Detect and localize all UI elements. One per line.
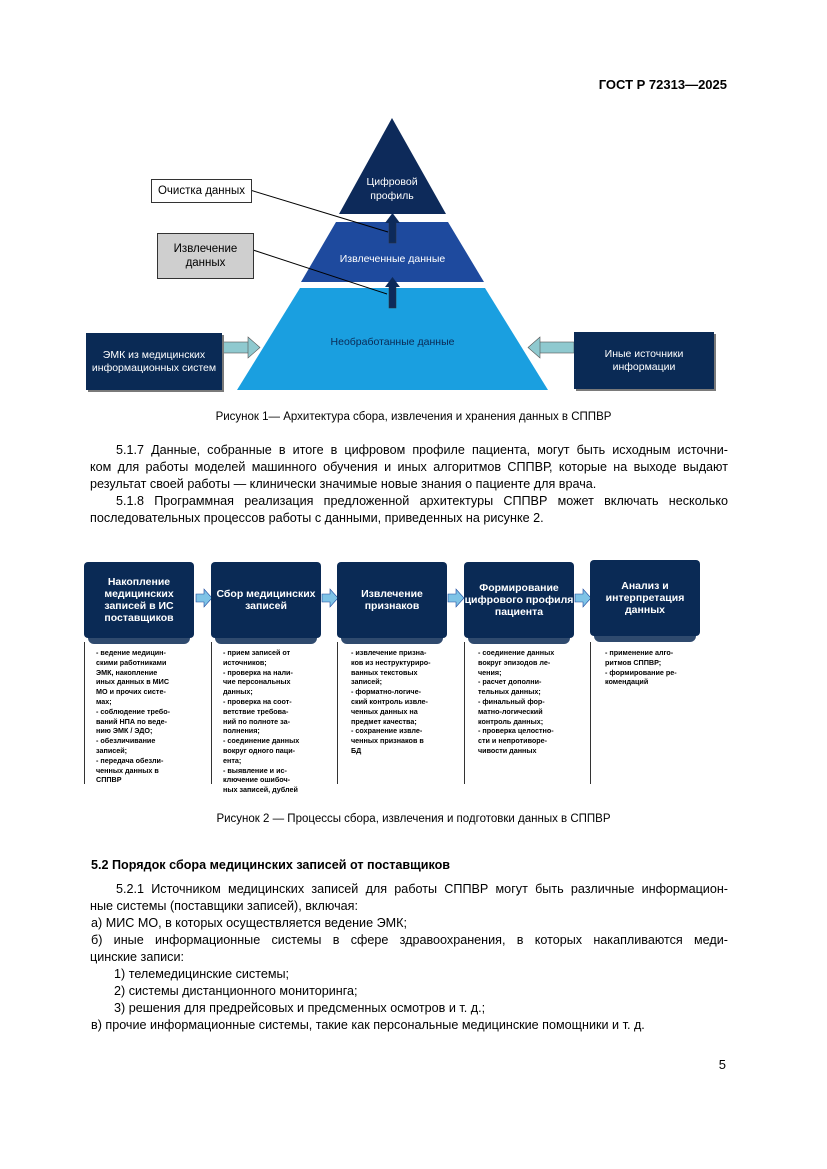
- emk-source-box: ЭМК из медицинских информационных систем: [86, 333, 222, 390]
- paragraph-5-1-7-line-2: ком для работы моделей машинного обучения и иных алгоритмов СППВР, которые на выходе выдают: [90, 460, 728, 474]
- stage-3-box: [337, 562, 447, 638]
- data-cleanup-box: Очистка данных: [151, 179, 252, 203]
- stage-5-title: Анализ и интерпретация данных: [605, 580, 685, 616]
- stage-5-divider: [590, 642, 591, 784]
- stage-4-title: Формирование цифрового профиля пациента: [464, 582, 574, 618]
- stage-3-details: - извлечение призна- ков из неструктуриро- ванных текстовых записей; - форматно-логиче- ский контроль извле- ченных данных на предмет качества; - сохранение извле- ченных признаков в БД: [351, 648, 431, 755]
- list-item-b-line-2: цинские записи:: [90, 950, 185, 964]
- list-item-v: в) прочие информационные системы, такие как персональные медицинские помощники и т. д.: [91, 1018, 645, 1032]
- stage-2-title: Сбор медицинских записей: [216, 588, 316, 612]
- other-sources-box: Иные источники информации: [574, 332, 714, 389]
- stage-1-title: Накопление медицинских записей в ИС поставщиков: [104, 576, 174, 624]
- pyramid-middle-label: Извлеченные данные: [339, 253, 446, 265]
- stage-1-divider: [84, 642, 85, 784]
- stage-3-title: Извлечение признаков: [361, 588, 423, 612]
- figure-2-caption: Рисунок 2 — Процессы сбора, извлечения и подготовки данных в СППВР: [216, 813, 611, 825]
- flow-arrow-4-5: [575, 589, 591, 607]
- stage-4-details: - соединение данных вокруг эпизодов ле- чения; - расчет дополни- тельных данных; - финальный фор- матно-логический контроль данных; - проверка целостно- сти и непротиворе- чивости данных: [478, 648, 555, 755]
- pyramid-top-label: Цифровой профиль: [366, 176, 418, 202]
- flow-arrow-3-4: [448, 589, 464, 607]
- paragraph-5-1-7-line-1: 5.1.7 Данные, собранные в итоге в цифровом профиле пациента, могут быть исходным источни-: [116, 443, 728, 457]
- page-number: 5: [718, 1057, 726, 1072]
- data-extraction-box: Извлечение данных: [157, 233, 254, 279]
- stage-3-divider: [337, 642, 338, 784]
- list-item-b-line-1: б) иные информационные системы в сфере здравоохранения, в которых накапливаются меди-: [91, 933, 728, 947]
- paragraph-5-1-8-line-1: 5.1.8 Программная реализация предложенной архитектуры СППВР может включать несколько: [116, 494, 728, 508]
- sub-item-2: 2) системы дистанционного мониторинга;: [114, 984, 358, 998]
- stage-5-details: - применение алго- ритмов СППВР; - формирование ре- комендаций: [605, 648, 677, 687]
- stage-4-box: [464, 562, 574, 638]
- flow-arrow-2-3: [322, 589, 338, 607]
- document-header: ГОСТ Р 72313—2025: [598, 77, 727, 92]
- stage-1-details: - ведение медицин- скими работниками ЭМК, накопление иных данных в МИС МО и прочих систе- мах; - соблюдение требо- ваний НПА по веде- нию ЭМК / ЭДО; - обезличивание записей; - передача обезли- ченных данных в СППВР: [96, 648, 170, 785]
- stage-2-details: - прием записей от источников; - проверка на нали- чие персональных данных; - проверка на соот- ветствие требова- ний по полноте за- полнения; - соединение данных вокруг одного паци- ента; - выявление и ис- ключение ошибоч- ных записей, дублей: [223, 648, 300, 795]
- flow-arrow-1-2: [196, 589, 212, 607]
- paragraph-5-2-1-line-1: 5.2.1 Источником медицинских записей для работы СППВР могут быть различные информацион-: [116, 882, 728, 896]
- stage-1-box: [84, 562, 194, 638]
- list-item-a: а) МИС МО, в которых осуществляется ведение ЭМК;: [91, 916, 407, 930]
- stage-4-divider: [464, 642, 465, 784]
- sub-item-1: 1) телемедицинские системы;: [114, 967, 290, 981]
- figure-1-caption: Рисунок 1— Архитектура сбора, извлечения и хранения данных в СППВР: [215, 411, 612, 423]
- stage-2-box: [211, 562, 321, 638]
- stage-5-box: [590, 560, 700, 636]
- stage-2-divider: [211, 642, 212, 784]
- paragraph-5-1-8-line-2: последовательных процессов работы с данными, приведенных на рисунке 2.: [90, 511, 544, 525]
- paragraph-5-1-7-line-3: результат своей работы — клинически значимые новые знания о пациенте для врача.: [90, 477, 597, 491]
- section-5-2-heading: 5.2 Порядок сбора медицинских записей от поставщиков: [91, 858, 451, 872]
- pyramid-bottom-label: Необработанные данные: [330, 336, 455, 348]
- paragraph-5-2-1-line-2: ные системы (поставщики записей), включая:: [90, 899, 358, 913]
- sub-item-3: 3) решения для предрейсовых и предсменных осмотров и т. д.;: [114, 1001, 486, 1015]
